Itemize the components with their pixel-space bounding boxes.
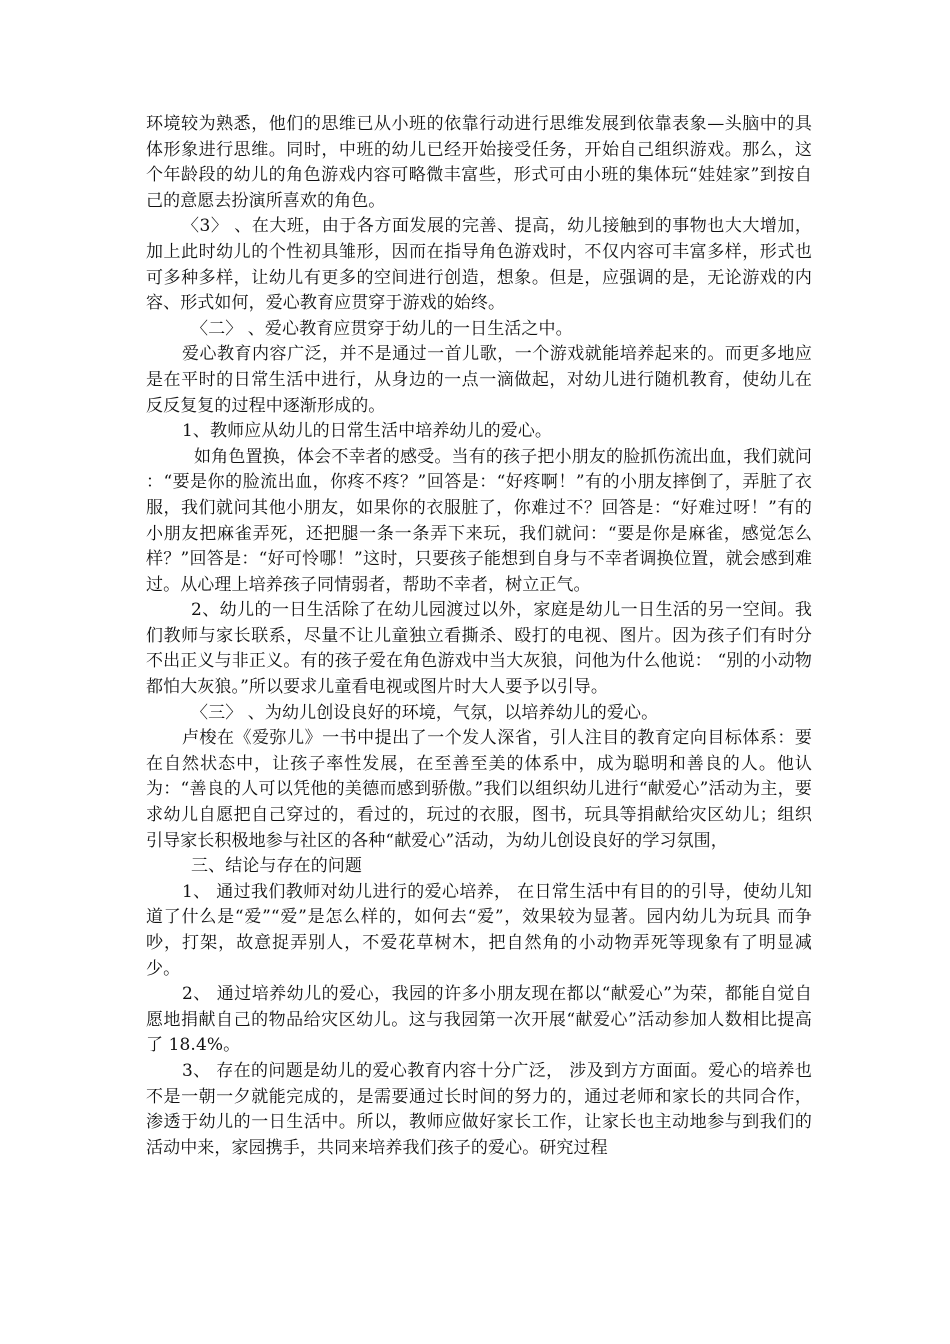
paragraph-love-education-scope: 爱心教育内容广泛，并不是通过一首儿歌，一个游戏就能培养起来的。而更多地应是在平时的日常生活中进行，从身边的一点一滴做起，对幼儿进行随机教育，使幼儿在反反复复的过程中逐渐形成的。 <box>146 344 812 416</box>
conclusion-item-2: 2、 通过培养幼儿的爱心，我园的许多小朋友现在都以“献爱心”为荣，都能自觉自愿地捐献自己的物品给灾区幼儿。这与我园第一次开展“献爱心”活动参加人数相比提高了 18.4%。 <box>146 984 812 1056</box>
subheading-daily-life-love: 1、教师应从幼儿的日常生活中培养幼儿的爱心。 <box>182 421 553 442</box>
section-heading-daily-life: 〈二〉 、爱心教育应贯穿于幼儿的一日生活之中。 <box>191 318 573 339</box>
conclusion-item-3: 3、 存在的问题是幼儿的爱心教育内容十分广泛， 涉及到方方面面。爱心的培养也不是一朝一夕就能完成的，是需要通过长时间的努力的，通过老师和家长的共同合作，渗透于幼儿的一日生活中。所以，教师应做好家长工作，让家长也主动地参与到我们的活动中来，家园携手，共同来培养我们孩子的爱心。研究过程 <box>146 1060 812 1158</box>
document-body <box>146 112 812 1161</box>
conclusion-item-1: 1、 通过我们教师对幼儿进行的爱心培养， 在日常生活中有目的的引导，使幼儿知道了什么是“爱”“爱”是怎么样的，如何去“爱”，效果较为显著。园内幼儿为玩具 而争吵，打架，故意捉弄别人，不爱花草树木，把自然角的小动物弄死等现象有了明显减少。 <box>146 881 812 979</box>
paragraph-middle-class: 环境较为熟悉，他们的思维已从小班的依靠行动进行思维发展到依靠表象—头脑中的具体形象进行思维。同时，中班的幼儿已经开始接受任务，开始自己组织游戏。那么，这个年龄段的幼儿的角色游戏内容可略微丰富些，形式可由小班的集体玩“娃娃家”到按自己的意愿去扮演所喜欢的角色。 <box>146 114 812 211</box>
paragraph-role-swap: 如角色置换，体会不幸者的感受。当有的孩子把小朋友的脸抓伤流出血，我们就问 ：“要是你的脸流出血，你疼不疼？”回答是：“好疼啊！”有的小朋友摔倒了，弄脏了衣服，我们就问其他小朋友，如果你的衣服脏了，你难过不？回答是：“好难过呀！”有的小朋友把麻雀弄死，还把腿一条一条弄下来玩，我们就问：“要是你是麻雀，感觉怎么样？”回答是：“好可怜哪！”这时，只要孩子能想到自身与不幸者调换位置，就会感到难过。从心理上培养孩子同情弱者，帮助不幸者，树立正气。 <box>146 446 812 595</box>
paragraph-family-life: 2、幼儿的一日生活除了在幼儿园渡过以外，家庭是幼儿一日生活的另一空间。我们教师与家长联系，尽量不让儿童独立看撕杀、殴打的电视、图片。因为孩子们有时分不出正义与非正义。有的孩子爱在角色游戏中当大灰狼，问他为什么他说： “别的小动物都怕大灰狼。”所以要求儿童看电视或图片时大人要予以引导。 <box>146 600 812 698</box>
section-heading-conclusion: 三、结论与存在的问题 <box>191 856 362 877</box>
section-heading-environment: 〈三〉 、为幼儿创设良好的环境，气氛，以培养幼儿的爱心。 <box>191 702 659 723</box>
paragraph-big-class: 〈3〉 、在大班，由于各方面发展的完善、提高，幼儿接触到的事物也大大增加，加上此时幼儿的个性初具雏形，因而在指导角色游戏时，不仅内容可丰富多样，形式也可多种多样，让幼儿有更多的空间进行创造，想象。但是，应强调的是，无论游戏的内容、形式如何，爱心教育应贯穿于游戏的始终。 <box>146 216 812 314</box>
paragraph-rousseau: 卢梭在《爱弥儿》一书中提出了一个发人深省，引人注目的教育定向目标体系：要在自然状态中，让孩子率性发展，在至善至美的体系中，成为聪明和善良的人。他认为：“善良的人可以凭他的美德而感到骄傲。”我们以组织幼儿进行“献爱心”活动为主，要求幼儿自愿把自己穿过的，看过的，玩过的衣服，图书，玩具等捐献给灾区幼儿；组织引导家长积极地参与社区的各种“献爱心”活动，为幼儿创设良好的学习氛围， <box>146 728 812 851</box>
